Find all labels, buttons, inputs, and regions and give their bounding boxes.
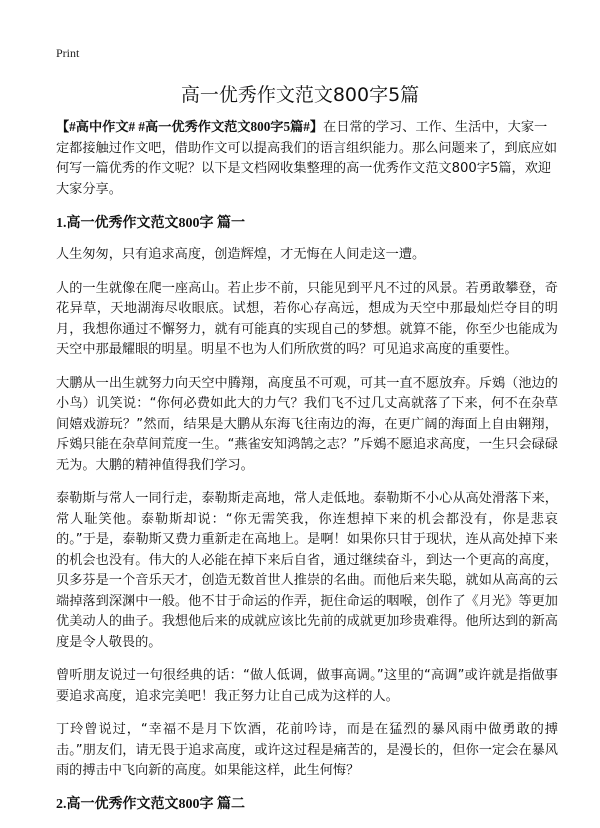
section-2-title: 2.高一优秀作文范文800字 篇二 xyxy=(56,796,245,812)
page-title: 高一优秀作文范文800字5篇 xyxy=(180,84,420,106)
intro-tag: 【#高中作文# #高一优秀作文范文800字5篇#】 xyxy=(56,119,324,134)
section-1-paragraph-6: 丁玲曾说过，“幸福不是月下饮酒，花前吟诗，而是在猛烈的暴风雨中做勇敢的搏击。”朋友们，请无畏于追求高度，或许这过程是痛苦的，是漫长的，但你一定会在暴风雨的搏击中飞向新的高度。如果能这样，此生何悔？ xyxy=(56,722,558,778)
article-body xyxy=(56,117,558,826)
section-1-paragraph-4: 泰勒斯与常人一同行走，泰勒斯走高地，常人走低地。泰勒斯不小心从高处滑落下来，常人耻笑他。泰勒斯却说：“你无需笑我，你连想掉下来的机会都没有，你是悲哀的。”于是，泰勒斯又费力重新走在高地上。是啊！如果你只甘于现状，连从高处掉下来的机会也没有。伟大的人必能在掉下来后自省，通过继续奋斗，到达一个更高的高度，贝多芬是一个音乐天才，创造无数首世人推崇的名曲。而他后来失聪，就如从高高的云端掉落到深渊中一般。他不甘于命运的作弄，扼住命运的咽喉，创作了《月光》等更加优美动人的曲子。我想他后来的成就应该比先前的成就更加珍贵难得。他所达到的新高度是令人敬畏的。 xyxy=(56,491,558,650)
section-1-paragraph-2: 人的一生就像在爬一座高山。若止步不前，只能见到平凡不过的风景。若勇敢攀登，奇花异草，天地湖海尽收眼底。试想，若你心存高远，想成为天空中那最灿烂夺目的明月，我想你通过不懈努力，就有可能真的实现自己的梦想。就算不能，你至少也能成为天空中那最耀眼的明星。明星不也为人们所欣赏的吗？可见追求高度的重要性。 xyxy=(56,280,558,357)
print-link[interactable]: Print xyxy=(56,46,80,60)
section-1-title: 1.高一优秀作文范文800字 篇一 xyxy=(56,216,245,231)
section-1-paragraph-3: 大鹏从一出生就努力向天空中腾翔，高度虽不可观，可其一直不愿放弃。斥鴳（池边的小鸟）讥笑说：“你何必费如此大的力气？我们飞不过几丈高就落了下来，何不在杂草间嬉戏游玩？”然而，结果是大鹏从东海飞往南边的海，在更广阔的海面上自由翱翔，斥鴳只能在杂草间荒度一生。“燕雀安知鸿鹄之志？”斥鴳不愿追求高度，一生只会碌碌无为。大鹏的精神值得我们学习。 xyxy=(56,375,558,473)
intro-text: 在日常的学习、工作、生活中，大家一定都接触过作文吧，借助作文可以提高我们的语言组织能力。那么问题来了，到底应如何写一篇优秀的作文呢？以下是文档网收集整理的高一优秀作文范文800字5篇，欢迎大家分享。 xyxy=(56,120,558,197)
intro-paragraph xyxy=(56,117,558,200)
section-1-paragraph-5: 曾听朋友说过一句很经典的话：“做人低调，做事高调。”这里的“高调”或许就是指做事要追求高度，追求完美吧！我正努力让自己成为这样的人。 xyxy=(56,668,558,704)
section-1-paragraph-1: 人生匆匆，只有追求高度，创造辉煌，才无悔在人间走这一遭。 xyxy=(56,247,426,262)
